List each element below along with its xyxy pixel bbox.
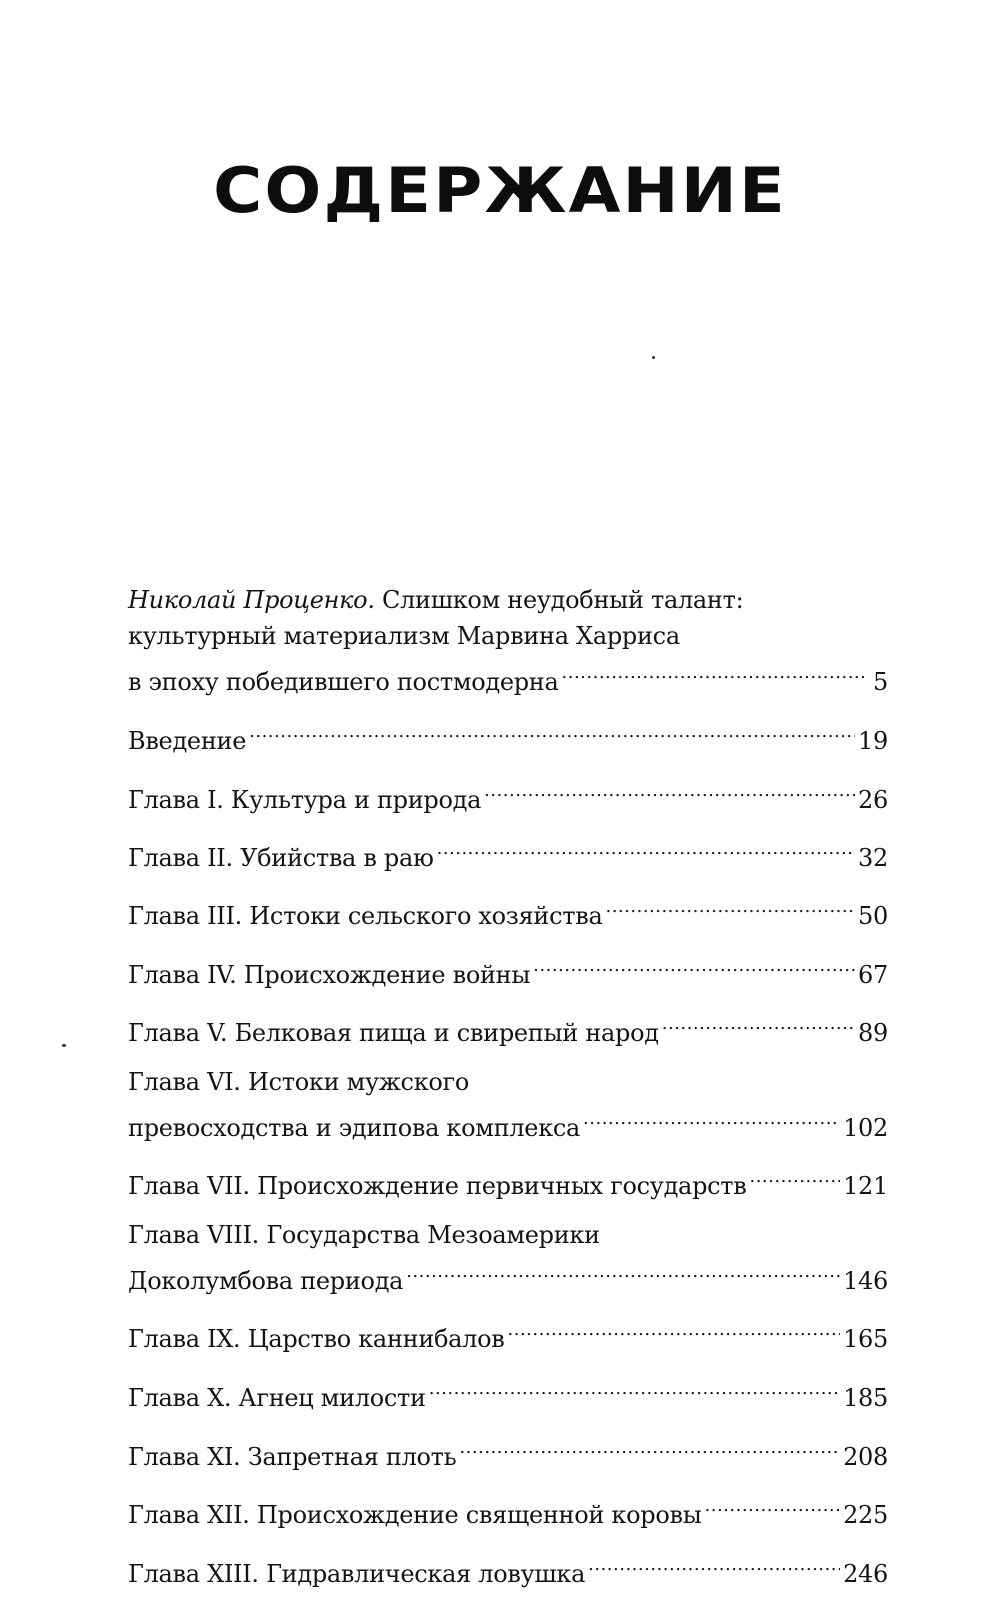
- toc-entry-title-line: [128, 582, 888, 618]
- toc-entry-title: Доколумбова периода: [128, 1267, 404, 1295]
- dot-leader: [588, 1546, 840, 1582]
- toc-entry-page-number: 146: [843, 1267, 888, 1295]
- toc-entry-page-number: 26: [858, 786, 888, 814]
- toc-entry[interactable]: [128, 1005, 888, 1051]
- toc-entry-page-number: 246: [843, 1560, 888, 1588]
- toc-entry-page-number: 121: [843, 1172, 888, 1200]
- toc-entry-leader-line: [128, 772, 888, 818]
- dot-leader: [437, 830, 855, 866]
- toc-entry[interactable]: [128, 582, 888, 700]
- toc-entry-title-line: [128, 1064, 888, 1100]
- toc-entry-leader-line: [128, 947, 888, 993]
- toc-entry-page-number: 165: [843, 1325, 888, 1353]
- toc-entry-page-number: 208: [843, 1443, 888, 1471]
- print-speck: [62, 1044, 66, 1047]
- toc-entry-title: Глава IV. Происхождение войны: [128, 961, 531, 989]
- toc-entry-title: Глава X. Агнец милости: [128, 1384, 426, 1412]
- toc-entry[interactable]: [128, 830, 888, 876]
- toc-entry-leader-line: [128, 1487, 888, 1533]
- toc-entry-page-number: 102: [843, 1114, 888, 1142]
- dot-leader: [508, 1311, 841, 1347]
- toc-entry-title-line: [128, 1217, 888, 1253]
- toc-entry-page-number: 225: [843, 1501, 888, 1529]
- toc-entry-page-number: 5: [873, 668, 888, 696]
- toc-entry-title: Глава VII. Происхождение первичных государств: [128, 1172, 747, 1200]
- dot-leader: [583, 1100, 840, 1136]
- toc-entry-leader-line: [128, 888, 888, 934]
- toc-entry-title: Введение: [128, 727, 247, 755]
- dot-leader: [484, 772, 855, 808]
- toc-entry-title: Глава XIII. Гидравлическая ловушка: [128, 1560, 586, 1588]
- toc-entry-leader-line: [128, 1100, 888, 1146]
- dot-leader: [533, 947, 855, 983]
- table-of-contents: [128, 582, 888, 1604]
- toc-entry[interactable]: [128, 947, 888, 993]
- toc-entry-leader-line: [128, 654, 888, 700]
- toc-entry[interactable]: [128, 1064, 888, 1146]
- dot-leader: [249, 713, 855, 749]
- dot-leader: [749, 1158, 840, 1194]
- toc-entry-title: в эпоху победившего постмодерна: [128, 668, 559, 696]
- toc-entry[interactable]: [128, 1370, 888, 1416]
- toc-entry-leader-line: [128, 1370, 888, 1416]
- toc-entry-page-number: 185: [843, 1384, 888, 1412]
- toc-entry-title: Глава XII. Происхождение священной коровы: [128, 1501, 702, 1529]
- dot-leader: [429, 1370, 840, 1406]
- toc-entry-leader-line: [128, 1546, 888, 1592]
- toc-entry-title: Глава I. Культура и природа: [128, 786, 482, 814]
- toc-entry-leader-line: [128, 1253, 888, 1299]
- dot-leader: [605, 888, 855, 924]
- toc-entry-page-number: 32: [858, 844, 888, 872]
- toc-entry-title: Глава III. Истоки сельского хозяйства: [128, 902, 603, 930]
- toc-entry-leader-line: [128, 830, 888, 876]
- toc-entry-author: Николай Проценко.: [128, 586, 375, 614]
- toc-entry[interactable]: [128, 772, 888, 818]
- dot-leader: [406, 1253, 840, 1289]
- toc-entry-title-text: культурный материализм Марвина Харриса: [128, 622, 680, 650]
- dot-leader: [459, 1429, 840, 1465]
- toc-entry-page-number: 19: [858, 727, 888, 755]
- toc-entry-leader-line: [128, 1429, 888, 1475]
- dot-leader: [705, 1487, 841, 1523]
- toc-entry[interactable]: [128, 1158, 888, 1204]
- toc-entry[interactable]: [128, 888, 888, 934]
- toc-entry-leader-line: [128, 1158, 888, 1204]
- toc-entry-leader-line: [128, 1311, 888, 1357]
- toc-entry-leader-line: [128, 1005, 888, 1051]
- toc-entry-page-number: 89: [858, 1019, 888, 1047]
- toc-entry-title: Глава IX. Царство каннибалов: [128, 1325, 505, 1353]
- toc-entry-title-text: Глава VIII. Государства Мезоамерики: [128, 1221, 600, 1249]
- toc-entry[interactable]: [128, 1311, 888, 1357]
- toc-entry-title: превосходства и эдипова комплекса: [128, 1114, 581, 1142]
- dot-leader: [662, 1005, 855, 1041]
- toc-entry-page-number: 50: [858, 902, 888, 930]
- toc-entry-title: Глава V. Белковая пища и свирепый народ: [128, 1019, 659, 1047]
- toc-entry-title: Глава XI. Запретная плоть: [128, 1443, 457, 1471]
- toc-entry-leader-line: [128, 713, 888, 759]
- toc-entry[interactable]: [128, 713, 888, 759]
- toc-entry[interactable]: [128, 1487, 888, 1533]
- toc-entry-title-text: Глава VI. Истоки мужского: [128, 1068, 469, 1096]
- print-speck: [652, 356, 655, 359]
- toc-entry-page-number: 67: [858, 961, 888, 989]
- toc-entry-title-line: [128, 618, 888, 654]
- toc-entry[interactable]: [128, 1217, 888, 1299]
- dot-leader: [562, 654, 866, 690]
- page-title: СОДЕРЖАНИЕ: [213, 153, 787, 227]
- toc-entry-title-text: Слишком неудобный талант:: [382, 586, 744, 614]
- toc-entry-title: Глава II. Убийства в раю: [128, 844, 434, 872]
- toc-entry[interactable]: [128, 1429, 888, 1475]
- toc-entry[interactable]: [128, 1546, 888, 1592]
